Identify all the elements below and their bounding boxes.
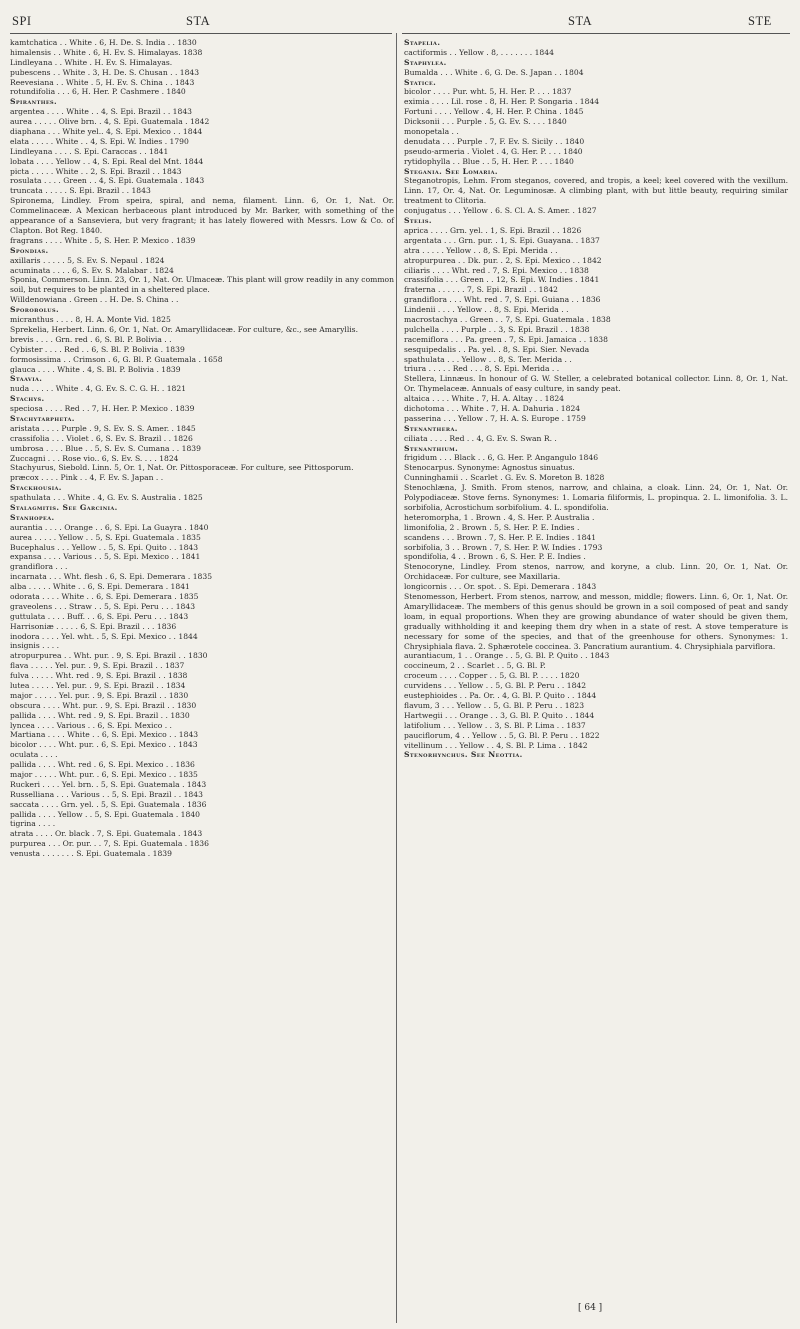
species-entry: eximia . . . . Lil. rose . 8, H. Her. P. Songaria . 1844 — [404, 97, 600, 107]
genus-description: Sprekelia, Herbert. Linn. 6, Or. 1, Nat. Or. Amaryllidaceæ. For culture, &c., see Amaryllis. — [10, 324, 358, 334]
species-entry: purpurea . . . Or. pur. . . 7, S. Epi. Guatemala . 1836 — [10, 839, 209, 849]
species-entry: major . . . . . Yel. pur. . 9, S. Epi. Brazil . . 1830 — [10, 690, 189, 700]
genus-heading: Stachytarpheta. — [10, 413, 75, 423]
genus-description: Stachyurus, Siebold. Linn. 5, Or. 1, Nat. Or. Pittosporaceæ. For culture, see Pittosporum. — [10, 463, 354, 473]
species-entry: Lindenii . . . . Yellow . . 8, S. Epi. Merida . . — [404, 305, 569, 315]
species-entry: Bumalda . . . White . 6, G. De. S. Japan . . 1804 — [404, 67, 584, 77]
species-entry: Zuccagni . . . Rose vio.. 6, S. Ev. S. . . . 1824 — [10, 453, 179, 463]
genus-heading: Stackhousia. — [10, 483, 62, 493]
genus-heading: Spondias. — [10, 245, 49, 255]
species-entry: ciliaris . . . . Wht. red . 7, S. Epi. Mexico . . 1838 — [404, 265, 589, 275]
species-entry: graveolens . . . Straw . . 5, S. Epi. Peru . . . 1843 — [10, 601, 196, 611]
species-entry: major . . . . . Wht. pur. . 6, S. Epi. Mexico . . 1835 — [10, 770, 198, 780]
species-entry: guttulata . . . . Buff. . . 6, S. Epi. Peru . . . 1843 — [10, 611, 189, 621]
genus-heading: Spiranthes. — [10, 97, 58, 107]
species-entry: racemiflora . . . Pa. green . 7, S. Epi. Jamaica . . 1838 — [404, 334, 608, 344]
species-entry: Martiana . . . . White . . 6, S. Epi. Mexico . . 1843 — [10, 730, 199, 740]
species-entry: Hartwegii . . . Orange . . 3, G. Bl. P. Quito . . 1844 — [404, 710, 595, 720]
species-entry: truncata . . . . . S. Epi. Brazil . . 1843 — [10, 186, 151, 196]
genus-heading: Staphylea. — [404, 57, 447, 67]
right-header-rule — [402, 33, 790, 34]
species-entry: bicolor . . . . Pur. wht. 5, H. Her. P. . . . 1837 — [404, 87, 572, 97]
species-entry: sorbifolia, 3 . . Brown . 7, S. Her. P. W. Indies . 1793 — [404, 542, 603, 552]
species-entry: passerina . . . Yellow . 7, H. A. S. Europe . 1759 — [404, 413, 586, 423]
species-entry: Lindleyana . . . . S. Epi. Caraccas . . 1841 — [10, 146, 169, 156]
species-entry: sesquipedalis . . Pa. yel. . 8, S. Epi. Sier. Nevada — [404, 344, 590, 354]
genus-heading: Stenanthium. — [404, 443, 459, 453]
species-entry: eustephioides . . Pa. Or. . 4, G. Bl. P. Quito . . 1844 — [404, 691, 597, 701]
species-entry: umbrosa . . . . Blue . . 5, S. Ev. S. Cumana . . 1839 — [10, 443, 201, 453]
genus-heading: Stapelia. — [404, 38, 441, 47]
species-entry: inodora . . . . Yel. wht. . 5, S. Epi. Mexico . . 1844 — [10, 631, 198, 641]
species-entry: limonifolia, 2 . Brown . 5, S. Her. P. E. Indies . — [404, 522, 580, 532]
genus-heading: Stalagmitis. See Garcinia. — [10, 502, 118, 512]
genus-description: Spironema, Lindley. From speira, spiral, and nema, filament. Linn. 6, Or. 1, Nat. Or. Commelinaceæ. A Mexican herbaceous plant introduced by Mr. Barker, with something of the appearance of a Sanseviera, but very fragrant; it has lately flowered with Messrs. Low & Co. of Clapton. Bot Reg. 1840. — [10, 196, 394, 235]
species-entry: himalensis . . White . 6, H. Ev. S. Himalayas. 1838 — [10, 47, 203, 57]
species-entry: altaica . . . . White . 7, H. A. Altay . . 1824 — [404, 394, 564, 404]
species-entry: rotundifolia . . . 6, H. Her. P. Cashmere . 1840 — [10, 87, 186, 97]
species-entry: aristata . . . . Purple . 9, S. Ev. S. S. Amer. . 1845 — [10, 423, 196, 433]
species-entry: venusta . . . . . . . S. Epi. Guatemala . 1839 — [10, 849, 172, 859]
species-entry: argentata . . . Grn. pur. . 1, S. Epi. Guayana. . 1837 — [404, 235, 600, 245]
species-entry: formosissima . . Crimson . 6, G. Bl. P. Guatemala . 1658 — [10, 354, 223, 364]
species-entry: incarnata . . . Wht. flesh . 6, S. Epi. Demerara . 1835 — [10, 572, 213, 582]
genus-heading: Stanhopea. — [10, 512, 55, 522]
genus-heading: Stenorhynchus. See Neottia. — [404, 750, 523, 760]
genus-description: Stenochlæna, J. Smith. From stenos, narrow, and chlaina, a cloak. Linn. 24, Or. 1, Nat. Or. Polypodiaceæ. Stove ferns. Synonymes: 1. Lomaria filiformis, L. propinqua. 2. L. limonifolia. 3. L. sorbifolia, Acrostichum sorbifolium. 4. L. spondifolia. — [404, 483, 788, 512]
species-entry: atropurpurea . . Wht. pur. . 9, S. Epi. Brazil . . 1830 — [10, 651, 208, 661]
species-entry: alba . . . . . White . . 6, S. Epi. Demerara . 1841 — [10, 582, 190, 592]
species-entry: macrostachya . . Green . . 7, S. Epi. Guatemala . 1838 — [404, 314, 611, 324]
species-entry: brevis . . . . Grn. red . 6, S. Bl. P. Bolivia . . — [10, 334, 172, 344]
species-entry: pseudo-armeria . Violet . 4, G. Her. P. . . . 1840 — [404, 146, 583, 156]
species-entry: speciosa . . . . Red . . 7, H. Her. P. Mexico . 1839 — [10, 404, 195, 414]
species-entry: fraterna . . . . . . 7, S. Epi. Brazil . . 1842 — [404, 285, 559, 295]
left-header-rule — [10, 33, 392, 34]
genus-description: Sponia, Commerson. Linn. 23, Or. 1, Nat. Or. Ulmaceæ. This plant will grow readily in any common soil, but requires to be planted in a sheltered place. — [10, 275, 394, 295]
species-entry: curvidens . . . Yellow . . 5, G. Bl. P. Peru . . 1842 — [404, 681, 587, 691]
species-entry: pallida . . . . Yellow . . 5, S. Epi. Guatemala . 1840 — [10, 809, 200, 819]
genus-description: Steganotropis, Lehm. From steganos, covered, and tropis, a keel; keel covered with the vexillum. Linn. 17, Or. 4, Nat. Or. Leguminosæ. A climbing plant, with but little beauty, requiring similar treatment to Clitoria. — [404, 176, 788, 206]
species-entry: Cunninghamii . . Scarlet . G. Ev. S. Moreton B. 1828 — [404, 473, 605, 483]
species-entry: coccineum, 2 . . Scarlet . . 5, G. Bl. P. — [404, 661, 546, 671]
species-entry: pallida . . . . Wht. red . 9, S. Epi. Brazil . . 1830 — [10, 710, 190, 720]
species-entry: aprica . . . . Grn. yel. . 1, S. Epi. Brazil . . 1826 — [404, 225, 582, 235]
genus-heading: Stachys. — [10, 394, 45, 404]
genus-heading: Statice. — [404, 77, 437, 87]
species-entry: flava . . . . . Yel. pur. . 9, S. Epi. Brazil . . 1837 — [10, 661, 185, 671]
species-entry: elata . . . . . White . . 4, S. Epi. W. Indies . 1790 — [10, 136, 189, 146]
species-entry: præcox . . . . Pink . . 4, F. Ev. S. Japan . . — [10, 473, 164, 483]
right-page-header-right: STE — [748, 14, 772, 28]
species-entry: Ruckeri . . . . Yel. brn. . 5, S. Epi. Guatemala . 1843 — [10, 779, 207, 789]
species-entry: triura . . . . . Red . . . 8, S. Epi. Merida . . — [404, 364, 560, 374]
genus-description: Stellera, Linnæus. In honour of G. W. Steller, a celebrated botanical collector. Linn. 8, Or. 1, Nat. Or. Thymelaceæ. Annuals of easy culture, in sandy peat. — [404, 374, 788, 394]
species-entry: heteromorpha, 1 . Brown . 4, S. Her. P. Australia . — [404, 512, 595, 522]
species-entry: cactiformis . . Yellow . 8, . . . . . . . 1844 — [404, 47, 554, 57]
species-entry: frigidum . . . Black . . 6, G. Her. P. Angangulo 1846 — [404, 453, 599, 463]
genus-heading: Staavia. — [10, 374, 43, 384]
species-entry: rytidophylla . . Blue . . 5, H. Her. P. . . . 1840 — [404, 156, 574, 166]
species-entry: Lindleyana . . White . H. Ev. S. Himalayas. — [10, 57, 173, 67]
species-entry: Russelliana . . . Various . . 5, S. Epi. Brazil . . 1843 — [10, 789, 203, 799]
species-entry: odorata . . . . White . . 6, S. Epi. Demerara . 1835 — [10, 592, 199, 601]
species-entry: spathulata . . . Yellow . . 8, S. Ter. Merida . . — [404, 354, 572, 364]
right-column — [404, 38, 788, 760]
species-entry: kamtchatica . . White . 6, H. De. S. India . . 1830 — [10, 38, 197, 47]
species-entry: Dicksonii . . . Purple . 5, G. Ev. S. . . . 1840 — [404, 117, 567, 127]
species-entry: obscura . . . . Wht. pur. . 9, S. Epi. Brazil . . 1830 — [10, 700, 197, 710]
species-entry: monopetala . . — [404, 127, 459, 137]
species-entry: croceum . . . . Copper . . 5, G. Bl. P. . . . . 1820 — [404, 671, 580, 681]
species-entry: pulchella . . . . Purple . . 3, S. Epi. Brazil . . 1838 — [404, 324, 590, 334]
species-entry: atropurpurea . . Dk. pur. . 2, S. Epi. Mexico . . 1842 — [404, 255, 602, 265]
species-entry: glauca . . . . White . 4, S. Bl. P. Bolivia . 1839 — [10, 364, 181, 374]
species-entry: Harrisoniæ . . . . . 6, S. Epi. Brazil . . . 1836 — [10, 621, 177, 631]
species-entry: ciliata . . . . Red . . 4, G. Ev. S. Swan R. . — [404, 433, 557, 443]
species-entry: oculata . . . . — [10, 750, 58, 760]
species-entry: crassifolia . . . Green . . 12, S. Epi. W. Indies . 1841 — [404, 275, 600, 285]
species-entry: dichotoma . . . White . 7, H. A. Dahuria . 1824 — [404, 404, 581, 414]
species-entry: lutea . . . . . Yel. pur. . 9, S. Epi. Brazil . . 1834 — [10, 681, 186, 691]
species-entry: denudata . . . Purple . 7, F. Ev. S. Sicily . . 1840 — [404, 136, 585, 146]
genus-heading: Sporobolus. — [10, 305, 60, 315]
genus-heading: Stelis. — [404, 216, 432, 226]
species-entry: scandens . . . Brown . 7, S. Her. P. E. Indies . 1841 — [404, 532, 597, 542]
species-entry: saccata . . . . Grn. yel. . 5, S. Epi. Guatemala . 1836 — [10, 799, 207, 809]
species-entry: Reevesiana . . White . 5, H. Ev. S. China . . 1843 — [10, 77, 195, 87]
species-entry: pubescens . . White . 3, H. De. S. Chusan . . 1843 — [10, 67, 200, 77]
genus-heading: Stegania. See Lomaria. — [404, 166, 498, 176]
species-entry: fragrans . . . . White . 5, S. Her. P. Mexico . 1839 — [10, 235, 196, 245]
species-entry: crassifolia . . . Violet . 6, S. Ev. S. Brazil . . 1826 — [10, 433, 193, 443]
species-entry: picta . . . . . White . . 2, S. Epi. Brazil . . 1843 — [10, 166, 182, 176]
genus-description: Stenomesson, Herbert. From stenos, narrow, and messon, middle; flowers. Linn. 6, Or. 1, Nat. Or. Amaryllidaceæ. The members of this genus should be grown in a soil composed of peat and sandy loam, in equal proportions. When they are growing abundance of water should be given them, gradually withholding it and keeping them dry when in a state of rest. A stove temperature is necessary for some of the species, and that of the greenhouse for others. Synonymes: 1. Chrysiphiala flava. 2. Sphærotele coccinea. 3. Pancratium aurantium. 4. Chrysiphiala parviflora. — [404, 592, 788, 651]
species-entry: atrata . . . . Or. black . 7, S. Epi. Guatemala . 1843 — [10, 829, 203, 839]
species-entry: fulva . . . . . Wht. red . 9, S. Epi. Brazil . . 1838 — [10, 671, 188, 681]
species-entry: grandiflora . . . Wht. red . 7, S. Epi. Guiana . . 1836 — [404, 295, 601, 305]
genus-description: Stenocoryne, Lindley. From stenos, narrow, and koryne, a club. Linn. 20, Or. 1, Nat. Or. Orchidaceæ. For culture, see Maxillaria. — [404, 562, 788, 582]
species-entry: lyncea . . . . Various . . 6, S. Epi. Mexico . . — [10, 720, 172, 730]
species-entry: conjugatus . . . Yellow . 6. S. Cl. A. S. Amer. . 1827 — [404, 206, 597, 216]
species-entry: pallida . . . . Wht. red . 6, S. Epi. Mexico . . 1836 — [10, 760, 195, 770]
species-entry: Cybister . . . . Red . . 6, S. Bl. P. Bolivia . 1839 — [10, 344, 185, 354]
species-entry: acuminata . . . . 6, S. Ev. S. Malabar . 1824 — [10, 265, 174, 275]
species-entry: grandiflora . . . — [10, 562, 68, 572]
left-column — [10, 38, 394, 859]
species-entry: aurantia . . . . Orange . . 6, S. Epi. La Guayra . 1840 — [10, 522, 209, 532]
species-entry: Willdenowiana . Green . . H. De. S. China . . — [10, 295, 179, 305]
page-number: [ 64 ] — [578, 1303, 603, 1313]
species-entry: bicolor . . . . Wht. pur. . 6, S. Epi. Mexico . . 1843 — [10, 740, 198, 750]
species-entry: longicornis . . . Or. spot. . S. Epi. Demerara . 1843 — [404, 582, 597, 592]
species-entry: spathulata . . . White . 4, G. Ev. S. Australia . 1825 — [10, 493, 203, 503]
species-entry: atra . . . . . Yellow . . 8, S. Epi. Merida . . — [404, 245, 558, 255]
species-entry: lobata . . . . Yellow . . 4, S. Epi. Real del Mnt. 1844 — [10, 156, 204, 166]
species-entry: expansa . . . . Various . . 5, S. Epi. Mexico . . 1841 — [10, 552, 201, 562]
species-entry: flavum, 3 . . . Yellow . . 5, G. Bl. P. Peru . . 1823 — [404, 700, 585, 710]
species-entry: argentea . . . . White . . 4, S. Epi. Brazil . . 1843 — [10, 107, 193, 117]
species-entry: Bucephalus . . . Yellow . . 5, S. Epi. Quito . . 1843 — [10, 542, 199, 552]
species-entry: rosulata . . . . Green . . 4, S. Epi. Guatemala . 1843 — [10, 176, 205, 186]
species-entry: Fortuni . . . . Yellow . 4, H. Her. P. China . 1845 — [404, 107, 584, 117]
species-entry: insignis . . . . — [10, 641, 60, 651]
page-header — [0, 0, 800, 40]
page-gutter-divider — [396, 33, 397, 1323]
species-entry: vitellinum . . . Yellow . . 4, S. Bl. P. Lima . . 1842 — [404, 740, 588, 750]
right-page-header-left: STA — [568, 14, 593, 28]
genus-heading: Stenanthera. — [404, 423, 458, 433]
species-entry: spondifolia, 4 . . Brown . 6, S. Her. P. E. Indies . — [404, 552, 586, 562]
species-entry: nuda . . . . . White . 4, G. Ev. S. C. G. H. . 1821 — [10, 384, 187, 394]
left-page-header-right: STA — [186, 14, 211, 28]
species-entry: diaphana . . . White yel.. 4, S. Epi. Mexico . . 1844 — [10, 127, 203, 137]
species-entry: tigrina . . . . — [10, 819, 56, 829]
left-page-header-left: SPI — [12, 14, 32, 28]
species-entry: micranthus . . . . 8, H. A. Monte Vid. 1825 — [10, 315, 171, 325]
species-entry: axillaris . . . . . 5, S. Ev. S. Nepaul . 1824 — [10, 255, 165, 265]
species-entry: aurea . . . . . Olive brn. . 4, S. Epi. Guatemala . 1842 — [10, 117, 210, 127]
species-entry: latifolium . . . Yellow . . 3, S. Bl. P. Lima . . 1837 — [404, 720, 586, 730]
species-entry: pauciflorum, 4 . . Yellow . . 5, G. Bl. P. Peru . . 1822 — [404, 730, 600, 740]
genus-description: Stenocarpus. Synonyme: Agnostus sinuatus. — [404, 463, 575, 473]
species-entry: aurea . . . . . Yellow . . 5, S. Epi. Guatemala . 1835 — [10, 532, 201, 542]
species-entry: aurantiacum, 1 . . Orange . . 5, G. Bl. P. Quito . . 1843 — [404, 651, 610, 661]
